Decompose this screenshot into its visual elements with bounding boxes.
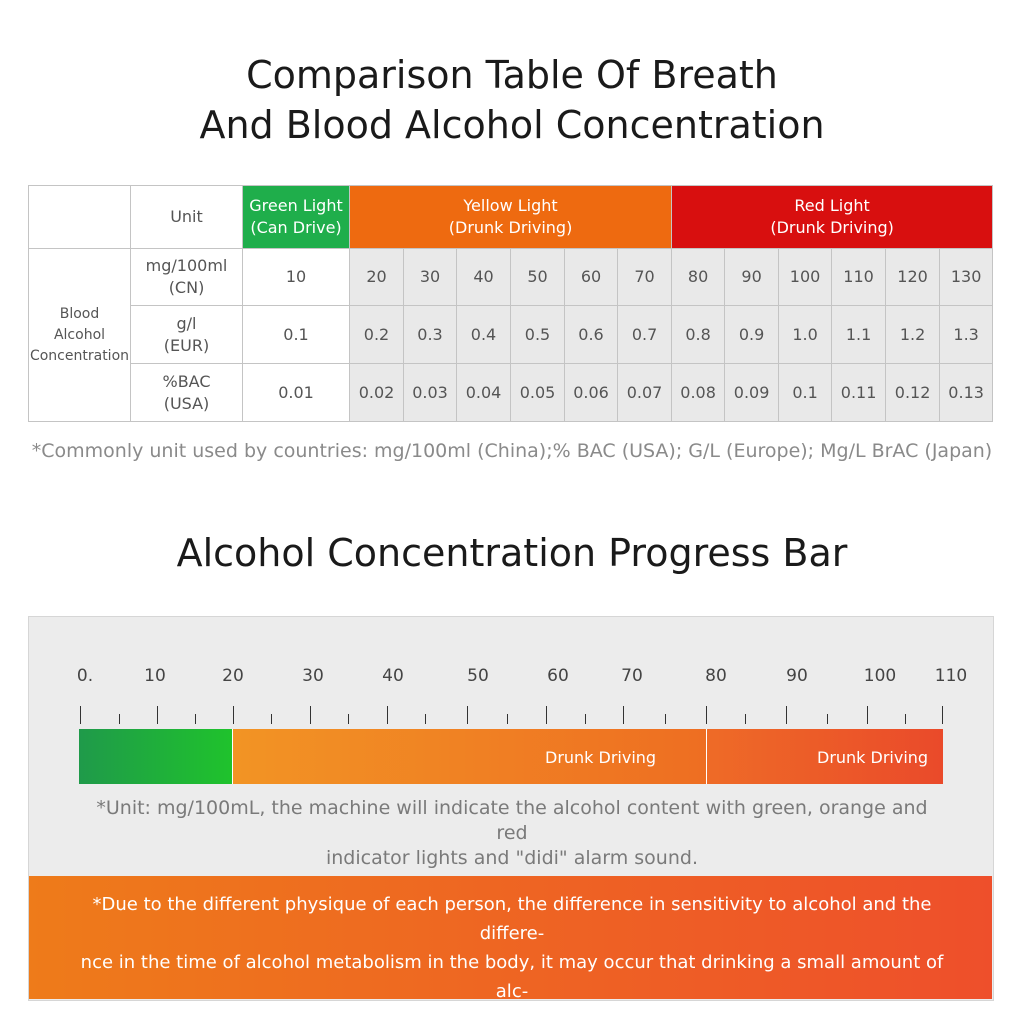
yellow-light-sublabel: (Drunk Driving): [448, 218, 573, 237]
value-cell: 0.13: [940, 364, 993, 422]
segment-divider: [706, 729, 707, 784]
warning-line3: ohol (such as a bottle of beer) can not detect the data.: [264, 1010, 760, 1031]
scale-label: 30: [302, 666, 324, 686]
value-cell: 80: [672, 249, 725, 306]
value-cell: 60: [565, 249, 618, 306]
value-cell: 50: [511, 249, 565, 306]
major-tick: [942, 706, 943, 724]
warning-text: [80, 890, 944, 1035]
major-tick: [387, 706, 388, 724]
value-cell: 120: [886, 249, 940, 306]
table-title-line2: And Blood Alcohol Concentration: [199, 103, 825, 147]
minor-tick: [507, 714, 508, 724]
warning-line2: nce in the time of alcohol metabolism in the body, it may occur that drinking a small amount of alc-: [80, 952, 944, 1002]
value-cell: 30: [404, 249, 457, 306]
value-cell: 1.0: [779, 306, 832, 364]
blood-alcohol-label: [29, 249, 131, 422]
warning-line1: *Due to the different physique of each person, the difference in sensitivity to alcohol and the differe-: [92, 894, 932, 944]
red-light-label: Red Light: [794, 196, 870, 215]
value-cell: 0.06: [565, 364, 618, 422]
minor-tick: [195, 714, 196, 724]
major-tick: [867, 706, 868, 724]
value-cell: 0.2: [350, 306, 404, 364]
value-cell: 0.4: [457, 306, 511, 364]
minor-tick: [827, 714, 828, 724]
unit-cell: [131, 306, 243, 364]
scale-label: 70: [621, 666, 643, 686]
value-cell: 1.1: [832, 306, 886, 364]
minor-tick: [745, 714, 746, 724]
minor-tick: [271, 714, 272, 724]
major-tick: [786, 706, 787, 724]
value-cell: 0.02: [350, 364, 404, 422]
scale-label: 20: [222, 666, 244, 686]
side-label-line: Concentration: [29, 347, 130, 364]
unit-name: g/l: [176, 313, 197, 333]
units-note: *Commonly unit used by countries: mg/100ml (China);% BAC (USA); G/L (Europe); Mg/L BrAC (Japan): [31, 440, 993, 462]
value-cell: 0.3: [404, 306, 457, 364]
major-tick: [157, 706, 158, 724]
major-tick: [467, 706, 468, 724]
value-cell: 0.11: [832, 364, 886, 422]
comparison-table: [28, 185, 993, 422]
value-cell: 100: [779, 249, 832, 306]
value-cell: 70: [618, 249, 672, 306]
value-cell: 0.12: [886, 364, 940, 422]
minor-tick: [665, 714, 666, 724]
value-cell: 20: [350, 249, 404, 306]
value-cell: 0.03: [404, 364, 457, 422]
major-tick: [233, 706, 234, 724]
value-cell: 0.1: [779, 364, 832, 422]
value-cell: 0.08: [672, 364, 725, 422]
value-cell: 0.05: [511, 364, 565, 422]
major-tick: [80, 706, 81, 724]
unit-header: Unit: [131, 186, 243, 249]
value-cell: 0.6: [565, 306, 618, 364]
value-cell: 1.3: [940, 306, 993, 364]
unit-region: (USA): [163, 393, 210, 413]
unit-region: (CN): [168, 278, 205, 297]
value-cell: 130: [940, 249, 993, 306]
minor-tick: [425, 714, 426, 724]
segment-divider: [232, 729, 233, 784]
value-cell: 90: [725, 249, 779, 306]
table-row: [29, 249, 993, 306]
table-title-line1: Comparison Table Of Breath: [246, 53, 778, 97]
major-tick: [706, 706, 707, 724]
value-cell: 1.2: [886, 306, 940, 364]
value-cell: 0.9: [725, 306, 779, 364]
unit-name: %BAC: [162, 371, 211, 391]
minor-tick: [585, 714, 586, 724]
minor-tick: [905, 714, 906, 724]
green-light-header: [243, 186, 350, 249]
red-light-sublabel: (Drunk Driving): [770, 218, 894, 237]
green-light-label: Green Light: [249, 196, 343, 215]
yellow-light-header: [350, 186, 672, 249]
progress-title: Alcohol Concentration Progress Bar: [176, 531, 848, 575]
table-header-row: [29, 186, 993, 249]
table-row: [29, 364, 993, 422]
green-segment: [79, 729, 233, 784]
major-tick: [310, 706, 311, 724]
red-segment-label: Drunk Driving: [817, 748, 929, 767]
value-cell: 0.1: [243, 306, 350, 364]
scale-label: 60: [547, 666, 569, 686]
table-row: [29, 306, 993, 364]
side-label-line: Alcohol: [53, 326, 106, 343]
unit-cell: [131, 364, 243, 422]
scale-label: 100: [863, 666, 897, 686]
value-cell: 10: [243, 249, 350, 306]
value-cell: 0.07: [618, 364, 672, 422]
value-cell: 0.7: [618, 306, 672, 364]
unit-cell: [131, 249, 243, 306]
minor-tick: [348, 714, 349, 724]
yellow-light-label: Yellow Light: [463, 196, 558, 215]
major-tick: [546, 706, 547, 724]
orange-segment-label: Drunk Driving: [545, 748, 657, 767]
unit-note: [80, 796, 944, 871]
scale-label: 110: [934, 666, 968, 686]
unit-region: (EUR): [163, 335, 210, 355]
value-cell: 110: [832, 249, 886, 306]
scale-label: 10: [144, 666, 166, 686]
side-label-line: Blood: [59, 305, 100, 322]
minor-tick: [119, 714, 120, 724]
value-cell: 40: [457, 249, 511, 306]
value-cell: 0.04: [457, 364, 511, 422]
major-tick: [623, 706, 624, 724]
corner-cell: [29, 186, 131, 249]
value-cell: 0.01: [243, 364, 350, 422]
scale-label: 0.: [76, 666, 94, 686]
scale-label: 80: [705, 666, 727, 686]
scale-label: 40: [382, 666, 404, 686]
scale-label: 50: [467, 666, 489, 686]
unit-note-line1: *Unit: mg/100mL, the machine will indicate the alcohol content with green, orange and red: [96, 797, 928, 844]
unit-note-line2: indicator lights and "didi" alarm sound.: [325, 847, 698, 869]
table-title: [0, 50, 1024, 150]
value-cell: 0.5: [511, 306, 565, 364]
red-light-header: [672, 186, 993, 249]
unit-name: mg/100ml: [145, 256, 228, 275]
scale-label: 90: [786, 666, 808, 686]
value-cell: 0.8: [672, 306, 725, 364]
value-cell: 0.09: [725, 364, 779, 422]
green-light-sublabel: (Can Drive): [250, 218, 342, 237]
